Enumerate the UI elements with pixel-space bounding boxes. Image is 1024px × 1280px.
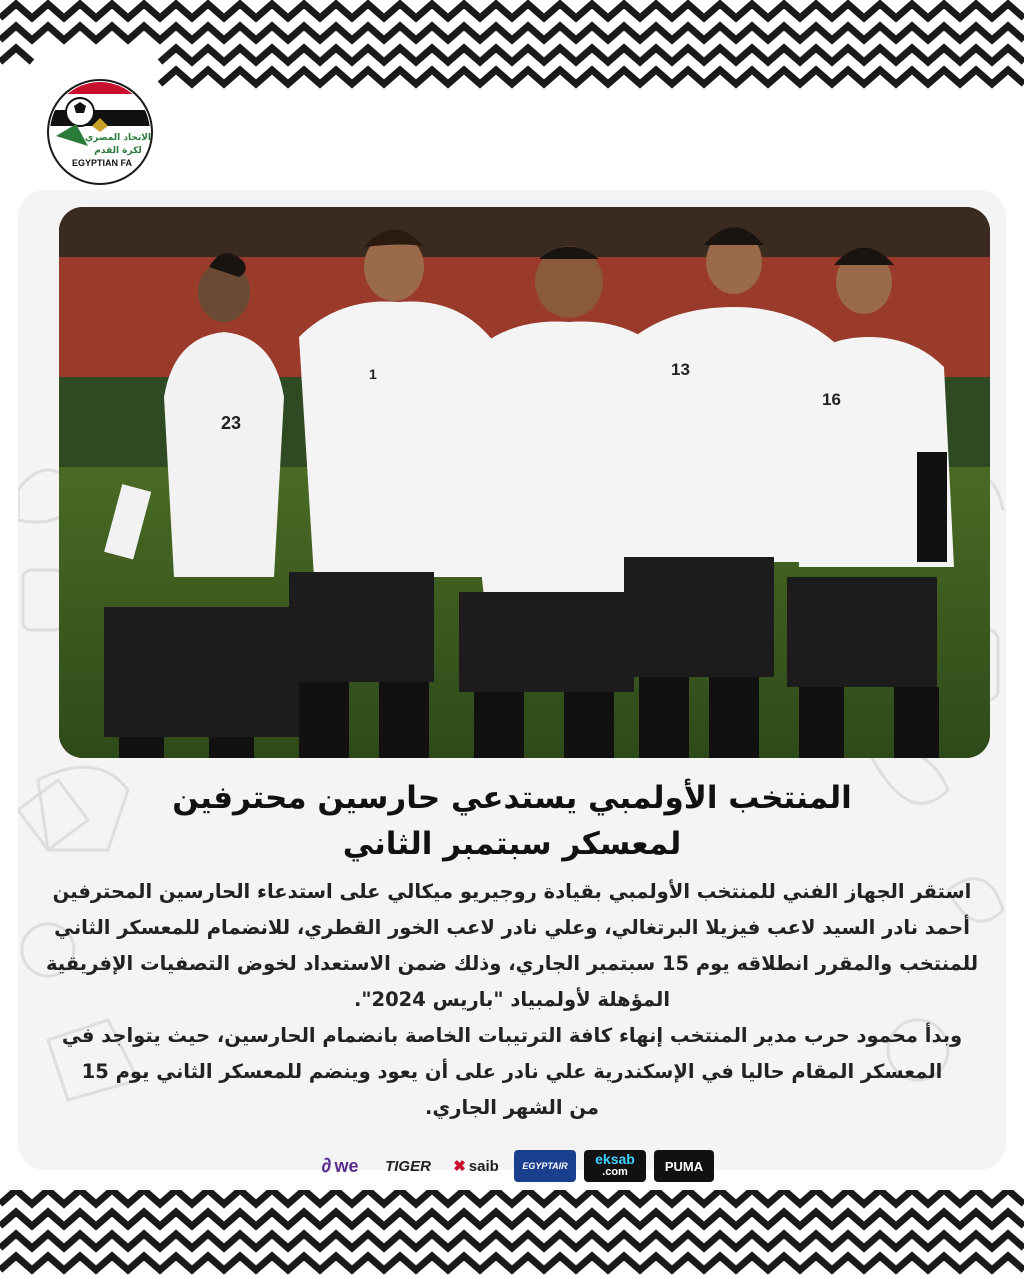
zigzag-border-bottom bbox=[0, 1190, 1024, 1280]
zigzag-border-top bbox=[0, 0, 1024, 90]
saib-icon: ✖ bbox=[453, 1158, 466, 1175]
jersey-number-1: 1 bbox=[369, 366, 377, 382]
jersey-number-23: 23 bbox=[221, 413, 242, 433]
body-line: استقر الجهاز الفني للمنتخب الأولمبي بقيادة روجيريو ميكالي على استدعاء الحارسين المحترفين bbox=[52, 880, 972, 903]
eksab-label: eksab bbox=[595, 1151, 635, 1167]
tiger-logo bbox=[378, 1150, 438, 1182]
logo-arabic-line2: لكرة القدم bbox=[94, 146, 142, 156]
saib-logo bbox=[446, 1150, 506, 1182]
puma-label: PUMA bbox=[664, 1158, 704, 1174]
saib-label: saib bbox=[468, 1157, 499, 1175]
body-line: وبدأ محمود حرب مدير المنتخب إنهاء كافة الترتيبات الخاصة بانضمام الحارسين، حيث يتواجد في bbox=[61, 1024, 963, 1047]
we-icon: ∂ bbox=[321, 1154, 332, 1177]
article-body bbox=[36, 874, 988, 1126]
body-line: من الشهر الجاري. bbox=[425, 1096, 599, 1119]
tiger-label: TIGER bbox=[385, 1157, 431, 1175]
body-line: أحمد نادر السيد لاعب فيزيلا البرتغالي، وعلي نادر لاعب الخور القطري، للانضمام للمعسكر الثاني bbox=[54, 916, 970, 939]
puma-logo bbox=[654, 1150, 714, 1182]
sponsor-strip bbox=[310, 1148, 720, 1184]
body-line: للمنتخب والمقرر انطلاقه يوم 15 سبتمبر الجاري، وذلك ضمن الاستعداد لخوض التصفيات الإفريقية bbox=[45, 952, 979, 975]
egyptair-label: EGYPTAIR bbox=[522, 1161, 568, 1171]
egyptair-logo bbox=[514, 1150, 576, 1182]
logo-english-name: EGYPTIAN FA bbox=[71, 158, 133, 168]
jersey-number-16: 16 bbox=[822, 390, 841, 409]
team-photo bbox=[59, 207, 990, 758]
we-label: we bbox=[334, 1155, 359, 1176]
eksab-com-label: .com bbox=[602, 1166, 628, 1178]
headline-line1: المنتخب الأولمبي يستدعي حارسين محترفين bbox=[172, 780, 852, 816]
body-line: المؤهلة لأولمبياد "باريس 2024". bbox=[353, 988, 671, 1011]
egyptian-fa-logo bbox=[46, 78, 154, 186]
we-logo bbox=[310, 1150, 370, 1182]
headline-line2: لمعسكر سبتمبر الثاني bbox=[342, 826, 682, 862]
jersey-number-13: 13 bbox=[671, 360, 690, 379]
logo-arabic-line1: الاتحاد المصري bbox=[85, 133, 151, 143]
eksab-logo bbox=[584, 1150, 646, 1182]
body-line: المعسكر المقام حاليا في الإسكندرية علي نادر على أن يعود وينضم للمعسكر الثاني يوم 15 bbox=[81, 1060, 943, 1083]
